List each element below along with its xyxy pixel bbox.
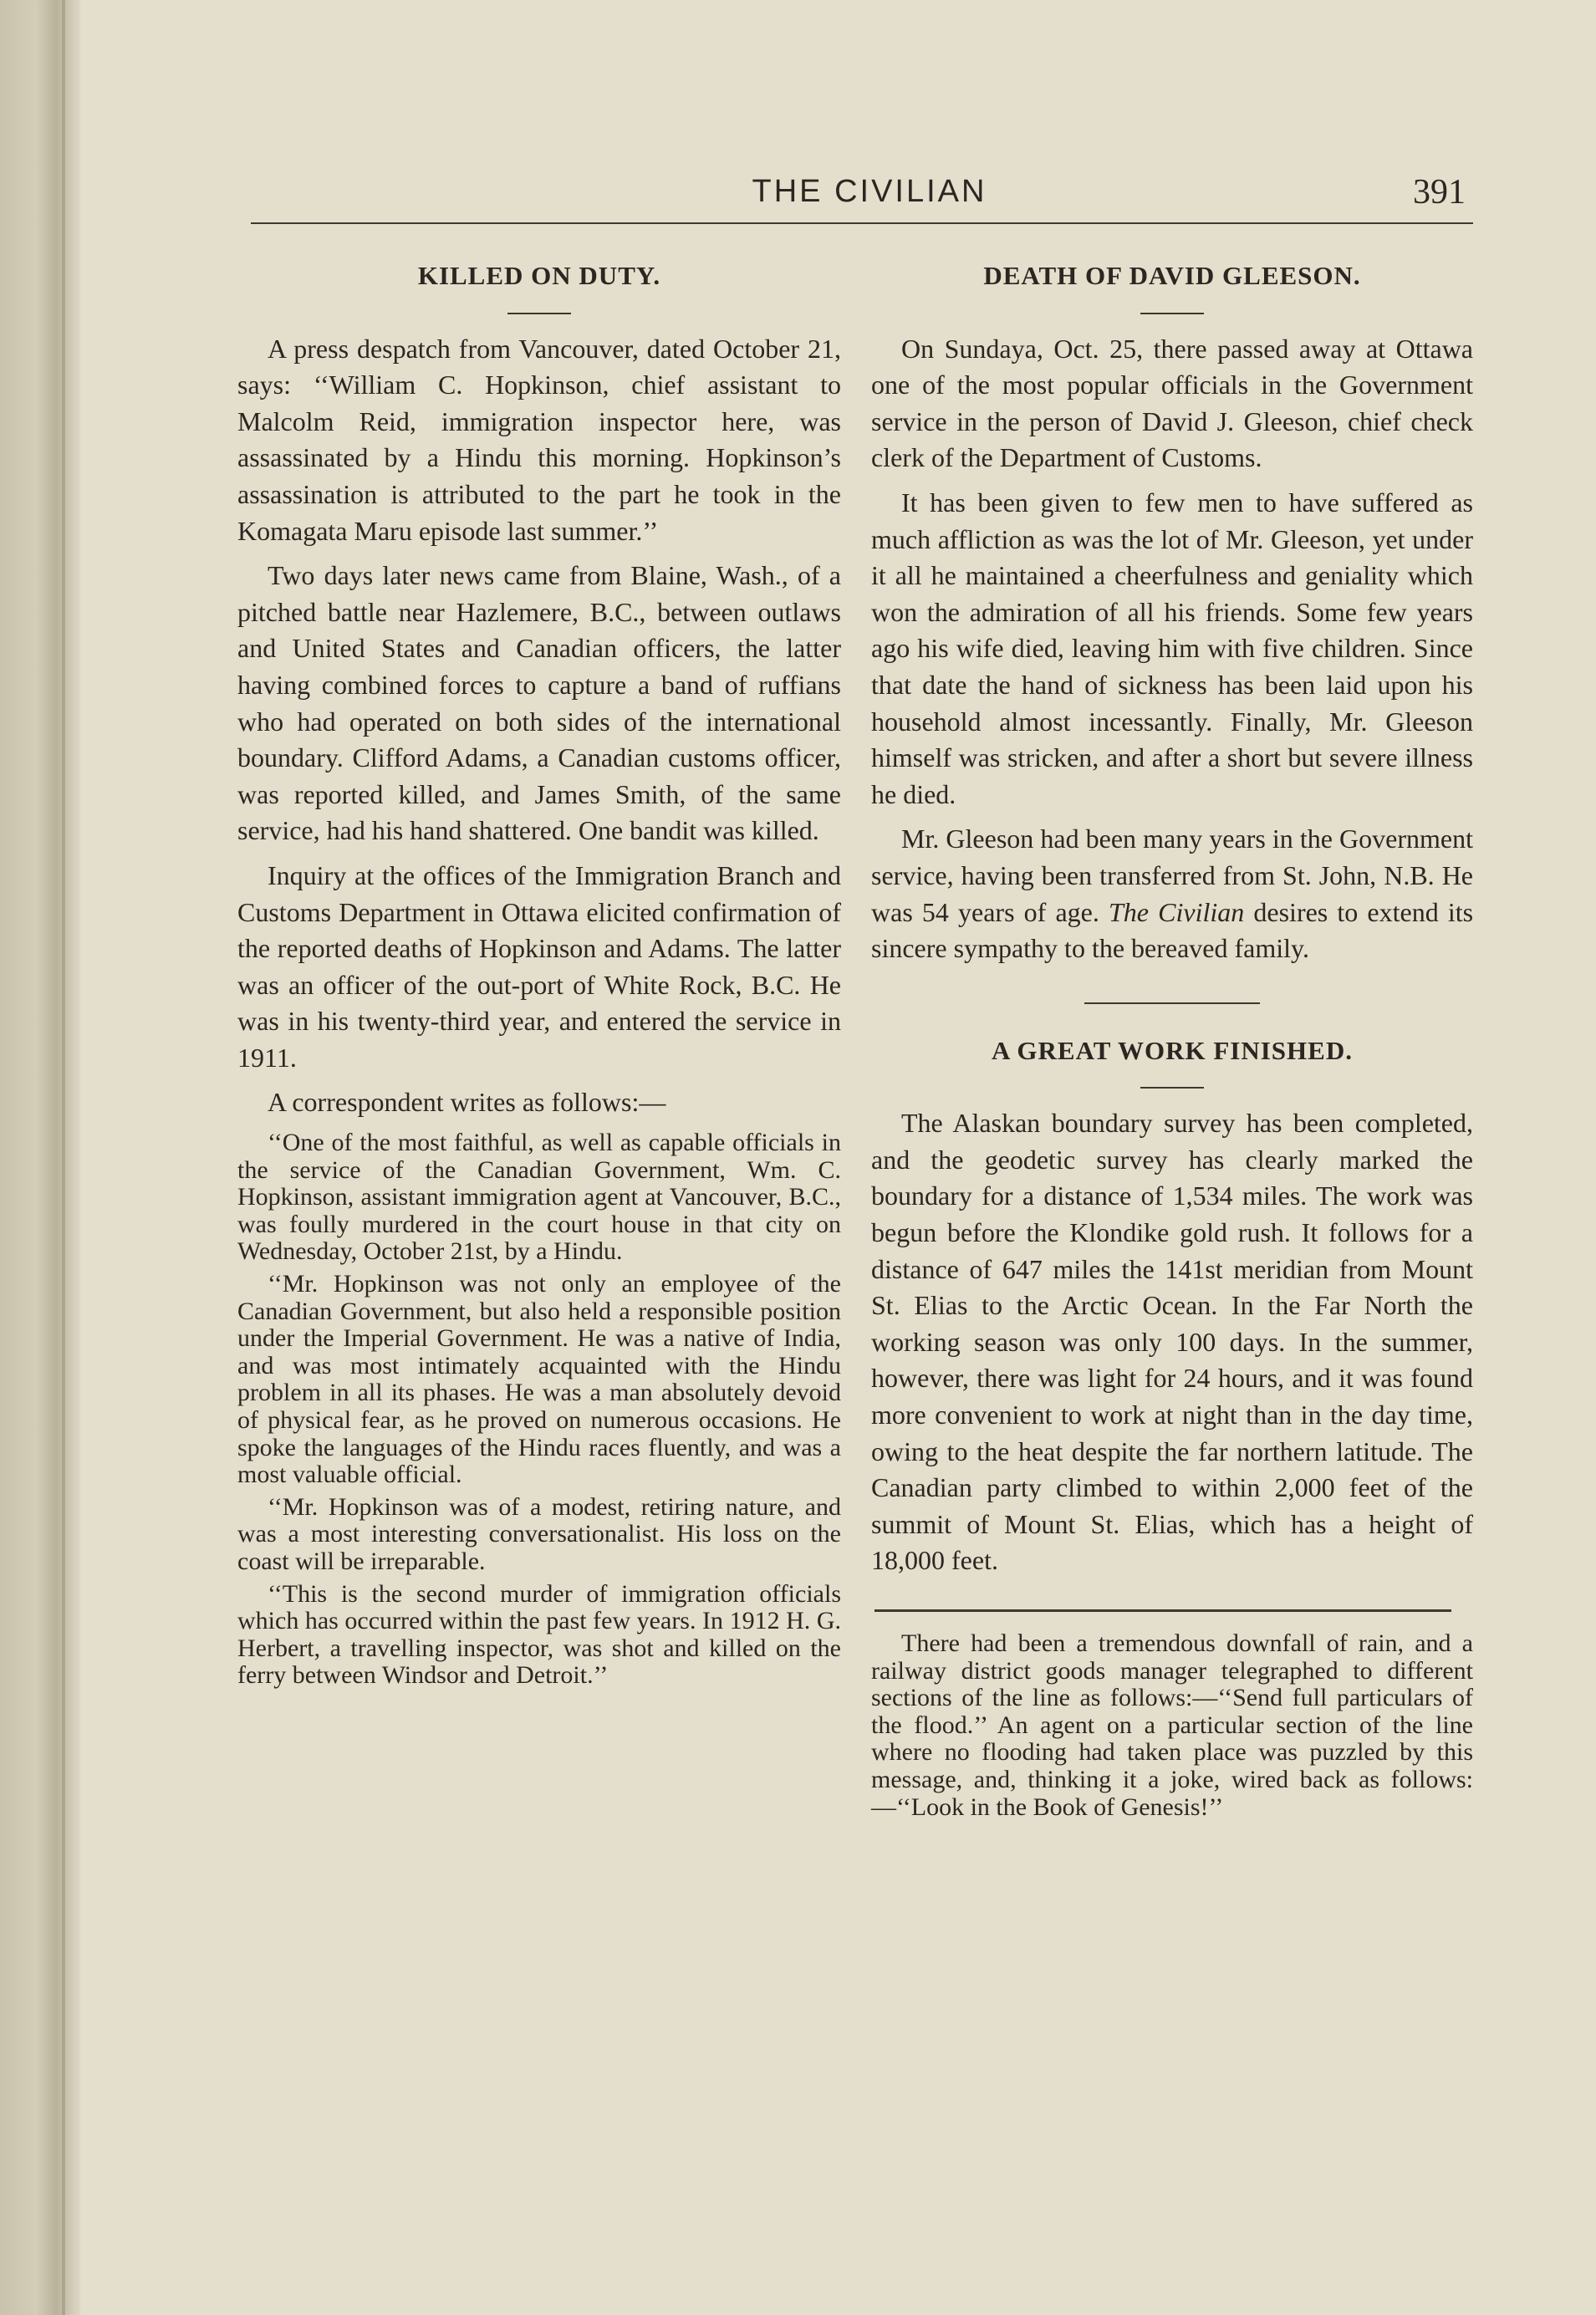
heading-divider <box>507 313 571 314</box>
left-column <box>237 249 841 1695</box>
killed-paragraph-1: A press despatch from Vancouver, dated October 21, says: ‘‘William C. Hopkinson, chief assistant to Malcolm Reid, immigration inspector here, was assassinated by a Hindu this morning. Hopkinson’s assassination is attributed to the part he took in the Komagata Maru episode last summer.’’ <box>237 333 841 546</box>
quote-paragraph-2: ‘‘Mr. Hopkinson was not only an employee of the Canadian Government, but also held a responsible position under the Imperial Government. He was a native of India, and was most intimately acquainted with the Hindu problem in all its phases. He was a man absolutely devoid of physical fear, as he proved on numerous occasions. He spoke the languages of the Hindu races fluently, and was a most valuable official. <box>237 1270 841 1489</box>
quote-paragraph-3: ‘‘Mr. Hopkinson was of a modest, retiring nature, and was a most interesting conversationalist. His loss on the coast will be irreparable. <box>237 1492 841 1575</box>
gleeson-paragraph-3-end: desires to extend its sincere sympathy to the bereaved family. <box>871 896 1474 964</box>
quote-paragraph-4: ‘‘This is the second murder of immigration officials which has occurred within the past few years. In 1912 H. G. Herbert, a travelling inspector, was shot and killed on the ferry between Windsor and Detroit.’’ <box>237 1579 841 1690</box>
great-work-paragraph: The Alaskan boundary survey has been completed, and the geodetic survey has clearly marked the boundary for a distance of 1,534 miles. The work was begun before the Klondike gold rush. It follows for a distance of 647 miles the 141st meridian from Mount St. Elias to the Arctic Ocean. In the Far North the working season was only 100 days. In the summer, however, there was light for 24 hours, and it was found more convenient to work at night than in the day time, owing to the heat despite the far northern latitude. The Canadian party climbed to within 2,000 feet of the summit of Mount St. Elias, which has a height of 18,000 feet. <box>871 1108 1473 1576</box>
publication-name: The Civilian <box>1109 896 1245 927</box>
quote-paragraph-1: ‘‘One of the most faithful, as well as capable officials in the service of the Canadian Government, Wm. C. Hopkinson, assistant immigration agent at Vancouver, B.C., was foully murdered in the court house in that city on Wednesday, October 21st, by a Hindu. <box>237 1129 841 1266</box>
heading-divider <box>1140 1087 1204 1089</box>
page-number: 391 <box>1413 173 1466 212</box>
filler-paragraph: There had been a tremendous downfall of rain, and a railway district goods manager telegraphed to different sections of the line as follows:—‘‘Send full particulars of the flood.’’ An agent on a particular section of the line where no flooding had taken place was puzzled by this message, and, thinking it a joke, wired back as follows:—‘‘Look in the Book of Genesis!’’ <box>871 1629 1473 1821</box>
page-gutter <box>0 0 80 2315</box>
gleeson-paragraph-2: It has been given to few men to have suffered as much affliction as was the lot of Mr. Gleeson, yet under it all he maintained a cheerfulness and geniality which won the admiration of all his friends. Some few years ago his wife died, leaving him with five children. Since that date the hand of sickness has been laid upon his household almost incessantly. Finally, Mr. Gleeson himself was stricken, and after a short but severe illness he died. <box>871 487 1473 809</box>
header-rule <box>251 222 1473 224</box>
running-header-title: THE CIVILIAN <box>752 174 987 209</box>
binding-edge <box>62 0 65 2315</box>
death-of-gleeson-heading: DEATH OF DAVID GLEESON. <box>983 261 1361 290</box>
great-work-heading: A GREAT WORK FINISHED. <box>992 1035 1353 1065</box>
filler-note <box>871 1630 1473 1821</box>
correspondent-quote <box>237 1129 841 1690</box>
killed-paragraph-4: A correspondent writes as follows:— <box>268 1087 666 1118</box>
killed-on-duty-heading: KILLED ON DUTY. <box>417 261 661 290</box>
heading-divider <box>1140 313 1204 314</box>
killed-paragraph-2: Two days later news came from Blaine, Wash., of a pitched battle near Hazlemere, B.C., between outlaws and United States and Canadian officers, the latter having combined forces to capture a band of ruffians who had operated on both sides of the international boundary. Clifford Adams, a Canadian customs officer, was reported killed, and James Smith, of the same service, had his hand shattered. One bandit was killed. <box>237 560 841 846</box>
filler-divider <box>874 1609 1451 1612</box>
gleeson-paragraph-3-start: Mr. Gleeson had been many years in the Government service, having been transferred from St. John, N.B. He was 54 years of age. <box>871 824 1473 927</box>
right-column <box>871 249 1473 1821</box>
gleeson-paragraph-3 <box>871 821 1473 966</box>
killed-paragraph-3: Inquiry at the offices of the Immigration Branch and Customs Department in Ottawa elicited confirmation of the reported deaths of Hopkinson and Adams. The latter was an officer of the out-port of White Rock, B.C. He was in his twenty-third year, and entered the service in 1911. <box>237 859 841 1073</box>
gleeson-paragraph-1: On Sundaya, Oct. 25, there passed away at Ottawa one of the most popular officials in the Government service in the person of David J. Gleeson, chief check clerk of the Department of Customs. <box>871 333 1473 473</box>
section-divider <box>1084 1002 1260 1004</box>
